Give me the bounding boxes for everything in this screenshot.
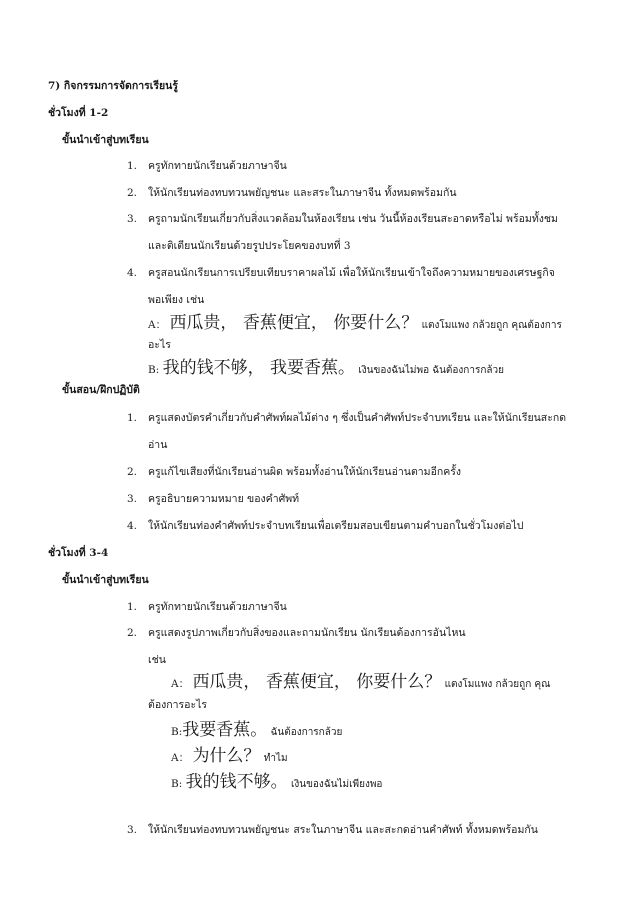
practice-text-2: ครูแก้ไขเสียงที่นักเรียนอ่านผิด พร้อมทั้งอ่านให้นักเรียนอ่านตามอีกครั้ง <box>148 466 462 478</box>
section-heading: 7) กิจกรรมการจัดการเรียนรู้ <box>48 80 178 92</box>
intro1-text-3b: และติเตียนนักเรียนด้วยรูปประโยคของบทที่ 3 <box>148 240 351 252</box>
chinese-sentence: 西瓜贵， 香蕉便宜， 你要什么？ <box>192 672 442 692</box>
intro2-text-1: ครูทักทายนักเรียนด้วยภาษาจีน <box>148 601 287 613</box>
speaker-b-label: B: <box>171 778 183 790</box>
intro1-text-4b: พอเพียง เช่น <box>148 294 205 306</box>
speaker-a-label: A： <box>171 678 190 690</box>
chinese-sentence: 我的钱不够， 我要香蕉。 <box>162 358 356 378</box>
intro1-num-3: 3. <box>127 213 138 225</box>
intro-heading-1: ขั้นนำเข้าสู่บทเรียน <box>62 134 149 146</box>
practice-num-2: 2. <box>127 466 138 478</box>
thai-translation: เงินของฉันไม่เพียงพอ <box>290 779 383 790</box>
dialog2-line-3 <box>171 746 288 769</box>
intro1-text-2: ให้นักเรียนท่องทบทวนพยัญชนะ และสระในภาษาจีน ทั้งหมดพร้อมกัน <box>148 187 457 199</box>
intro2-num-2: 2. <box>127 627 138 639</box>
dialog2-line-1-cont: ต้องการอะไร <box>148 699 208 711</box>
practice-num-4: 4. <box>127 520 138 532</box>
intro2-num-1: 1. <box>127 601 138 613</box>
hour-heading-1: ชั่วโมงที่ 1-2 <box>48 107 109 119</box>
practice-heading: ขั้นสอน/ฝึกปฏิบัติ <box>62 384 140 396</box>
chinese-sentence: 西瓜贵， 香蕉便宜， 你要什么？ <box>169 313 419 333</box>
intro-heading-2: ขั้นนำเข้าสู่บทเรียน <box>62 574 149 586</box>
hour-heading-2: ชั่วโมงที่ 3-4 <box>48 547 109 559</box>
intro1-text-3a: ครูถามนักเรียนเกี่ยวกับสิ่งแวดล้อมในห้องเรียน เช่น วันนี้ห้องเรียนสะอาดหรือไม่ พร้อมทั้งชม <box>148 213 558 225</box>
intro1-num-1: 1. <box>127 160 138 172</box>
speaker-b-label: B: <box>171 726 183 738</box>
practice-num-1: 1. <box>127 412 138 424</box>
thai-translation: ฉันต้องการกล้วย <box>270 727 343 738</box>
speaker-a-label: A： <box>171 752 190 764</box>
speaker-b-label: B: <box>148 364 160 376</box>
intro2-text-2a: ครูแสดงรูปภาพเกี่ยวกับสิ่งของและถามนักเรียน นักเรียนต้องการอันไหน <box>148 627 466 639</box>
dialog2-line-1 <box>171 672 550 695</box>
practice-text-1b: อ่าน <box>148 439 168 451</box>
dialog-a-cont: อะไร <box>148 339 171 351</box>
thai-translation: ทำไม <box>263 753 288 764</box>
chinese-sentence: 我要香蕉。 <box>182 720 268 740</box>
dialog2-line-4 <box>171 772 382 795</box>
chinese-sentence: 我的钱不够。 <box>185 772 288 792</box>
thai-translation: แตงโมแพง กล้วยถูก คุณ <box>444 679 551 690</box>
practice-text-3: ครูอธิบายความหมาย ของคำศัพท์ <box>148 493 300 505</box>
dialog-line-b <box>148 358 504 381</box>
intro1-num-4: 4. <box>127 267 138 279</box>
chinese-sentence: 为什么？ <box>192 746 261 766</box>
practice-num-3: 3. <box>127 493 138 505</box>
intro2-num-3: 3. <box>127 824 138 836</box>
intro1-text-1: ครูทักทายนักเรียนด้วยภาษาจีน <box>148 160 287 172</box>
dialog-line-a <box>148 313 562 336</box>
dialog2-line-2 <box>171 720 342 743</box>
intro1-num-2: 2. <box>127 187 138 199</box>
thai-translation: เงินของฉันไม่พอ ฉันต้องการกล้วย <box>358 365 504 376</box>
intro2-text-3: ให้นักเรียนท่องทบทวนพยัญชนะ สระในภาษาจีน และสะกดอ่านคำศัพท์ ทั้งหมดพร้อมกัน <box>148 824 538 836</box>
intro1-text-4a: ครูสอนนักเรียนการเปรียบเทียบราคาผลไม้ เพื่อให้นักเรียนเข้าใจถึงความหมายของเศรษฐกิจ <box>148 267 555 279</box>
thai-translation: แตงโมแพง กล้วยถูก คุณต้องการ <box>421 320 562 331</box>
intro2-text-2b: เช่น <box>148 654 166 666</box>
practice-text-4: ให้นักเรียนท่องคำศัพท์ประจำบทเรียนเพื่อเตรียมสอบเขียนตามคำบอกในชั่วโมงต่อไป <box>148 520 524 532</box>
speaker-a-label: A： <box>148 319 167 331</box>
practice-text-1a: ครูแสดงบัตรคำเกี่ยวกับคำศัพท์ผลไม้ต่าง ๆ ซึ่งเป็นคำศัพท์ประจำบทเรียน และให้นักเรียนสะกด <box>148 412 567 424</box>
